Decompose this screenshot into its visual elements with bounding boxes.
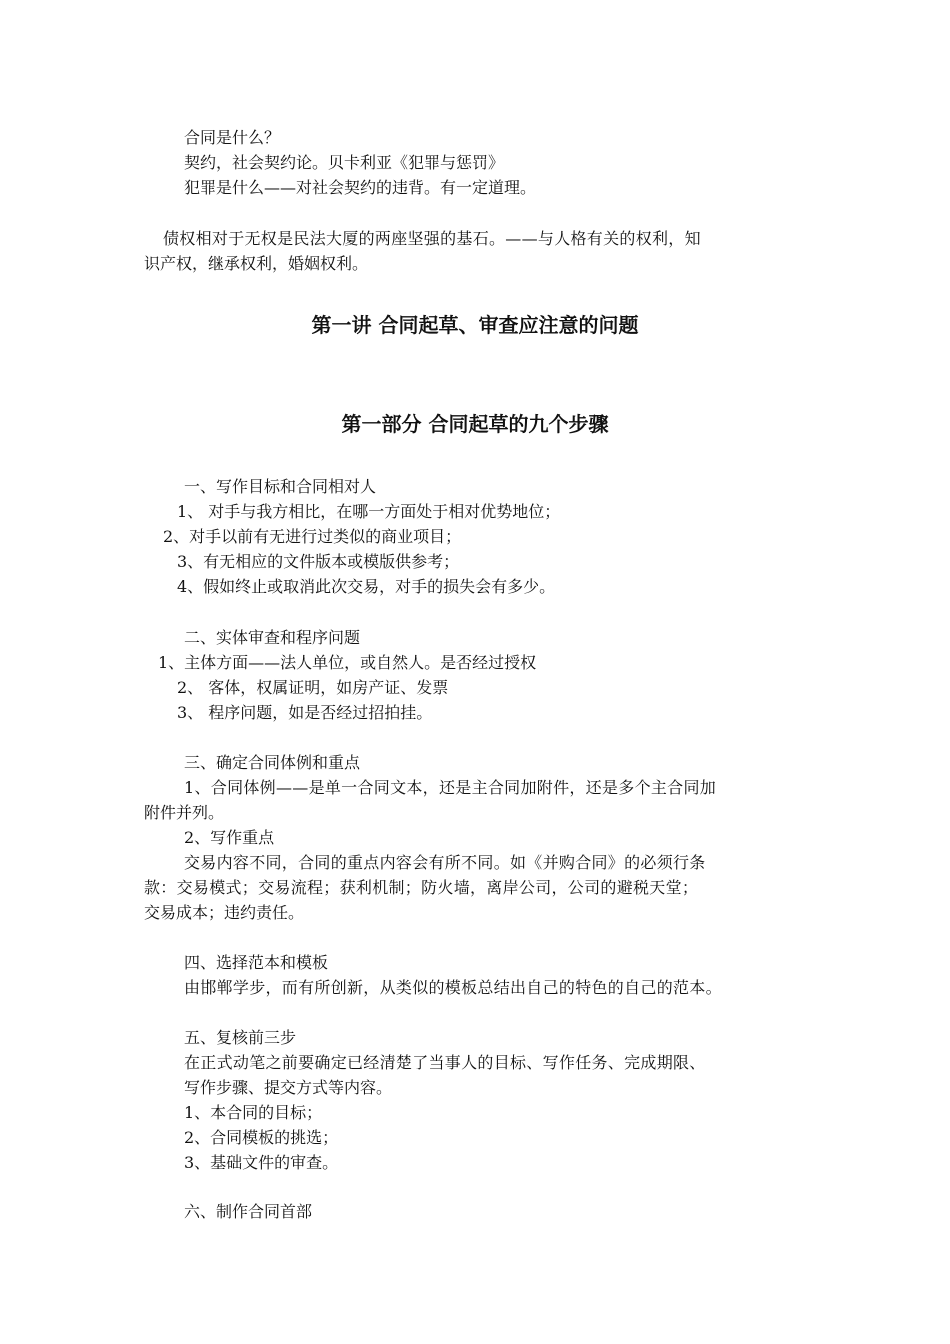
section-1-item-1: 1、 对手与我方相比，在哪一方面处于相对优势地位；	[177, 502, 561, 521]
section-1-item-4: 4、假如终止或取消此次交易，对手的损失会有多少。	[177, 577, 556, 596]
section-1-item-3: 3、有无相应的文件版本或模版供参考；	[177, 552, 460, 571]
section-6-title: 六、制作合同首部	[184, 1202, 313, 1221]
section-3-title: 三、确定合同体例和重点	[184, 753, 361, 772]
section-3-item-1-line-1: 1、合同体例——是单一合同文本，还是主合同加附件，还是多个主合同加	[184, 778, 717, 797]
intro-paragraph-line-2: 识产权，继承权利，婚姻权利。	[144, 254, 369, 273]
section-4-title: 四、选择范本和模板	[184, 953, 329, 972]
section-5-title: 五、复核前三步	[184, 1028, 297, 1047]
section-2-item-1: 1、主体方面——法人单位，或自然人。是否经过授权	[158, 653, 537, 672]
section-5-paragraph-line-2: 写作步骤、提交方式等内容。	[184, 1078, 393, 1097]
lecture-title: 第一讲 合同起草、审查应注意的问题	[311, 313, 639, 337]
section-3-item-1-line-2: 附件并列。	[144, 803, 225, 822]
section-3-paragraph-line-2: 款：交易模式；交易流程；获利机制；防火墙，离岸公司，公司的避税天堂；	[144, 878, 699, 897]
section-5-item-2: 2、合同模板的挑选；	[184, 1128, 339, 1147]
section-1-title: 一、写作目标和合同相对人	[184, 477, 377, 496]
section-2-title: 二、实体审查和程序问题	[184, 628, 361, 647]
intro-line-1: 合同是什么？	[184, 128, 281, 147]
section-2-item-2: 2、 客体，权属证明，如房产证、发票	[177, 678, 449, 697]
intro-line-2: 契约，社会契约论。贝卡利亚《犯罪与惩罚》	[184, 153, 505, 172]
section-4-paragraph: 由邯郸学步，而有所创新，从类似的模板总结出自己的特色的自己的范本。	[184, 978, 722, 997]
part-title: 第一部分 合同起草的九个步骤	[341, 412, 609, 436]
section-5-item-1: 1、本合同的目标；	[184, 1103, 323, 1122]
intro-line-3: 犯罪是什么——对社会契约的违背。有一定道理。	[184, 178, 537, 197]
section-3-paragraph-line-3: 交易成本；违约责任。	[144, 903, 305, 922]
section-1-item-2: 2、对手以前有无进行过类似的商业项目；	[163, 527, 462, 546]
section-3-item-2: 2、写作重点	[184, 828, 275, 847]
section-5-item-3: 3、基础文件的审查。	[184, 1153, 339, 1172]
intro-paragraph-line-1: 债权相对于无权是民法大厦的两座坚强的基石。——与人格有关的权利，知	[163, 229, 701, 248]
section-3-paragraph-line-1: 交易内容不同，合同的重点内容会有所不同。如《并购合同》的必须行条	[184, 853, 706, 872]
section-5-paragraph-line-1: 在正式动笔之前要确定已经清楚了当事人的目标、写作任务、完成期限、	[184, 1053, 706, 1072]
section-2-item-3: 3、 程序问题，如是否经过招拍挂。	[177, 703, 433, 722]
